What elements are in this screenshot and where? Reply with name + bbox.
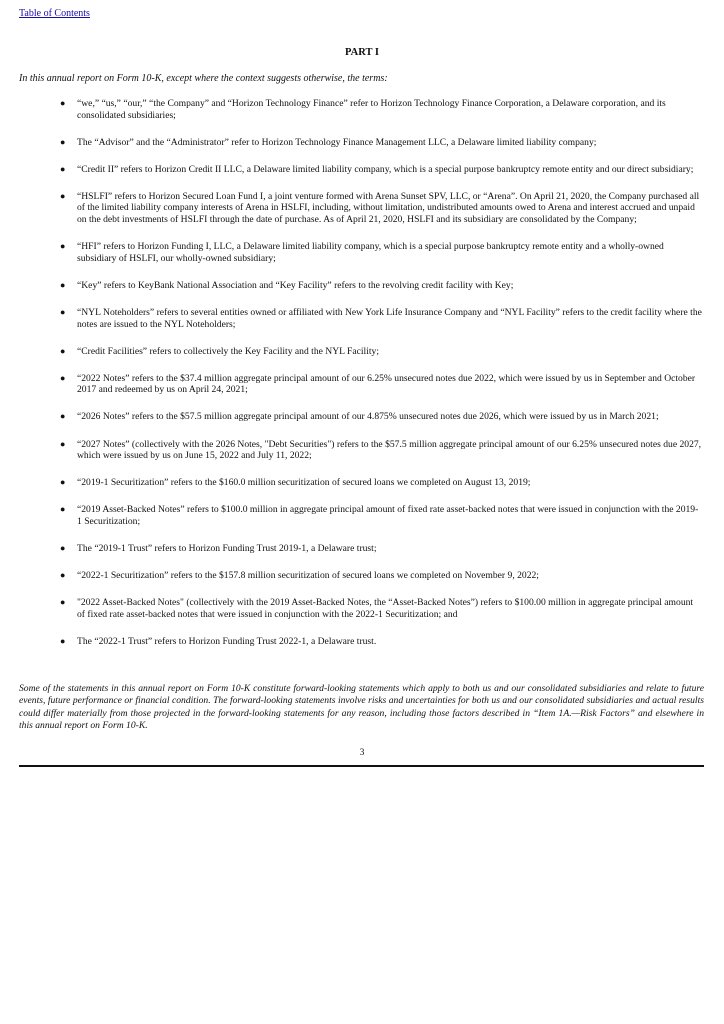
part-title: PART I — [345, 47, 379, 58]
definition-item — [0, 373, 724, 396]
bullet-icon: ● — [60, 438, 66, 449]
bullet-icon: ● — [60, 136, 66, 147]
bullet-icon: ● — [60, 635, 66, 646]
definition-item — [0, 241, 724, 264]
definition-text: “NYL Noteholders” refers to several entities owned or affiliated with New York Life Insurance Company and “NYL Facility” refers to the credit facility where the notes are issued to the NYL Noteholders; — [77, 306, 702, 330]
definition-item — [0, 477, 724, 489]
definition-text: The “2022-1 Trust” refers to Horizon Funding Trust 2022-1, a Delaware trust. — [77, 635, 377, 647]
definition-text: “HSLFI” refers to Horizon Secured Loan Fund I, a joint venture formed with Arena Sunset SPV, LLC, or “Arena”. On April 21, 2020, the Company purchased all of the limited liability company interests of Arena in HSLFI, including, without limitation, undistributed amounts owed to Arena and interest accrued and unpaid on the debt investments of HSLFI through the date of purchase. As of April 21, 2020, HSLFI and its subsidiary are consolidated by the Company; — [77, 190, 700, 226]
definition-item — [0, 307, 724, 330]
definition-text: “Key” refers to KeyBank National Association and “Key Facility” refers to the revolving credit facility with Key; — [77, 279, 514, 291]
definition-item — [0, 543, 724, 555]
definition-text: “2022-1 Securitization” refers to the $157.8 million securitization of secured loans we completed on November 9, 2022; — [77, 570, 539, 582]
definition-item — [0, 411, 724, 423]
table-of-contents-link[interactable]: Table of Contents — [19, 8, 90, 19]
definition-item — [0, 439, 724, 462]
bullet-icon: ● — [60, 597, 66, 608]
definition-text: “2026 Notes” refers to the $57.5 million aggregate principal amount of our 4.875% unsecured notes due 2026, which were issued by us in March 2021; — [77, 411, 659, 423]
bullet-icon: ● — [60, 542, 66, 553]
bullet-icon: ● — [60, 570, 66, 581]
definition-item — [0, 98, 724, 121]
definition-item — [0, 504, 724, 527]
bullet-icon: ● — [60, 190, 66, 201]
definition-item — [0, 636, 724, 648]
bullet-icon: ● — [60, 345, 66, 356]
definition-item — [0, 164, 724, 176]
definition-text: “2027 Notes” (collectively with the 2026 Notes, "Debt Securities") refers to the $57.5 million aggregate principal amount of our 6.25% unsecured notes due 2027, which were issued by us on June 15, 2022 and July 11, 2022; — [77, 438, 702, 462]
bullet-icon: ● — [60, 163, 66, 174]
definition-text: “2022 Notes” refers to the $37.4 million aggregate principal amount of our 6.25% unsecured notes due 2022, which were issued by us in September and October 2017 and redeemed by us on April 24, 2021; — [77, 372, 696, 396]
bullet-icon: ● — [60, 477, 66, 488]
intro-text: In this annual report on Form 10-K, except where the context suggests otherwise, the terms: — [19, 73, 388, 84]
forward-looking-statement: Some of the statements in this annual report on Form 10-K constitute forward-looking statements which apply to both us and our consolidated subsidiaries and relate to future events, future performance or financial condition. The forward-looking statements involve risks and uncertainties for both us and our consolidated subsidiaries and actual results could differ materially from those projected in the forward-looking statements for any reason, including those factors described in “Item 1A.—Risk Factors” and elsewhere in this annual report on Form 10-K. — [19, 683, 704, 731]
definition-item — [0, 597, 724, 620]
definition-text: The “2019-1 Trust” refers to Horizon Funding Trust 2019-1, a Delaware trust; — [77, 542, 377, 554]
bullet-icon: ● — [60, 306, 66, 317]
bullet-icon: ● — [60, 504, 66, 515]
definition-item — [0, 570, 724, 582]
definition-text: “Credit II” refers to Horizon Credit II LLC, a Delaware limited liability company, which is a special purpose bankruptcy remote entity and our direct subsidiary; — [77, 163, 694, 175]
definition-item — [0, 346, 724, 358]
definition-text: “HFI” refers to Horizon Funding I, LLC, a Delaware limited liability company, which is a special purpose bankruptcy remote entity and a wholly-owned subsidiary of HSLFI, our wholly-owned subsidiary; — [77, 241, 664, 264]
page-number: 3 — [359, 747, 365, 758]
page-divider — [19, 765, 704, 767]
definition-text: “2019-1 Securitization” refers to the $160.0 million securitization of secured loans we completed on August 13, 2019; — [77, 477, 531, 489]
definition-item — [0, 137, 724, 149]
definition-text: The “Advisor” and the “Administrator” refer to Horizon Technology Finance Management LLC, a Delaware limited liability company; — [77, 136, 597, 148]
definition-text: “2019 Asset-Backed Notes” refers to $100.0 million in aggregate principal amount of fixed rate asset-backed notes that were issued in conjunction with the 2019-1 Securitization; — [77, 504, 699, 527]
bullet-icon: ● — [60, 98, 66, 108]
definitions-list — [0, 98, 724, 663]
bullet-icon: ● — [60, 372, 66, 383]
bullet-icon: ● — [60, 241, 66, 252]
definition-text: “Credit Facilities” refers to collectively the Key Facility and the NYL Facility; — [77, 345, 380, 357]
bullet-icon: ● — [60, 279, 66, 290]
bullet-icon: ● — [60, 411, 66, 422]
definition-text: "2022 Asset-Backed Notes" (collectively with the 2019 Asset-Backed Notes, the “Asset-Backed Notes”) refers to $100.00 million in aggregate principal amount of fixed rate asset-backed notes that were issued in conjunction with the 2022-1 Securitization; and — [77, 597, 694, 620]
definition-item — [0, 280, 724, 292]
definition-text: “we,” “us,” “our,” “the Company” and “Horizon Technology Finance” refer to Horizon Technology Finance Corporation, a Delaware corporation, and its consolidated subsidiaries; — [77, 98, 666, 121]
definition-item — [0, 191, 724, 226]
